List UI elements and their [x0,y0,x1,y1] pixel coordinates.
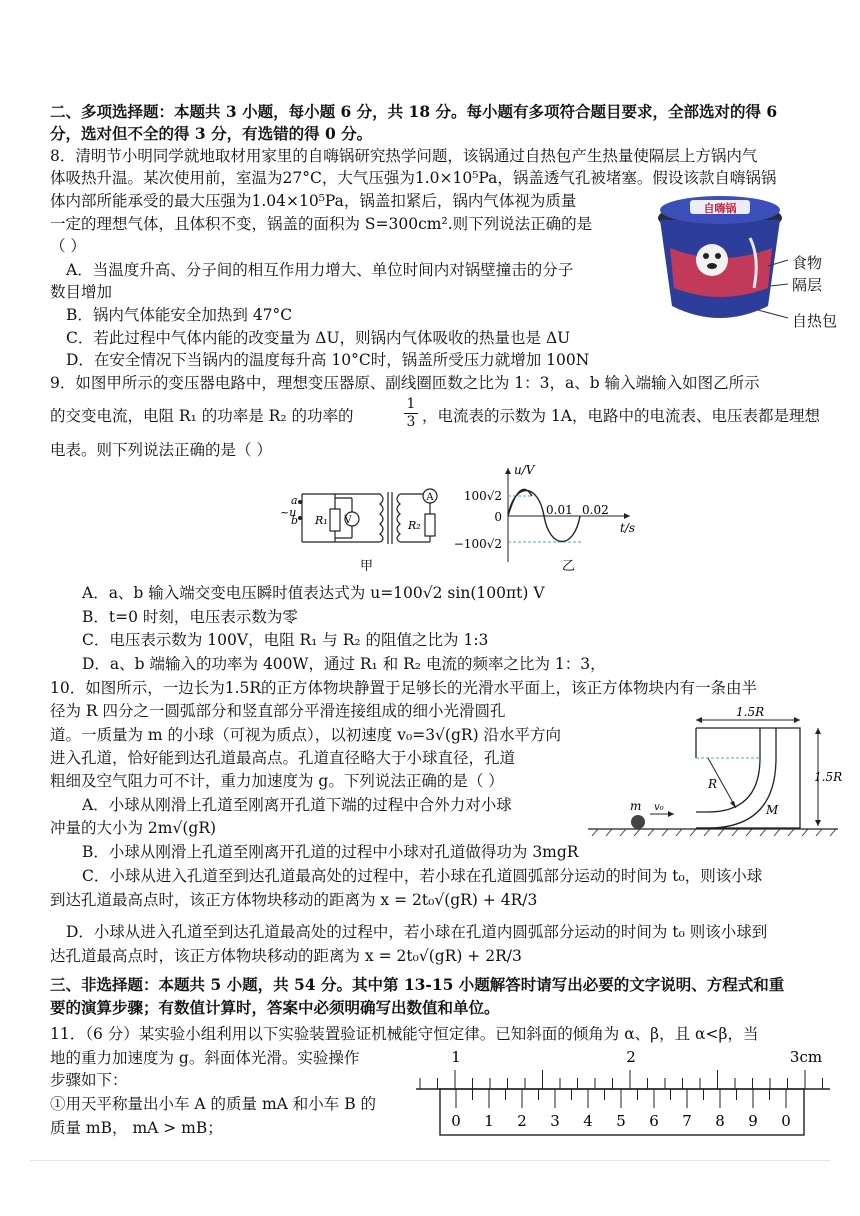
vernier-caliper-figure [408,1044,840,1140]
axis-t-label: t/s [620,521,636,535]
vernier-label: 9 [748,1112,758,1130]
main-scale-label-2: 2 [626,1048,636,1066]
q8-line-1: 8．清明节小明同学就地取材用家里的自嗨锅研究热学问题，该锅通过自热包产生热量使隔层上方锅内气 [50,147,758,165]
q9-option-d: D．a、b 端输入的功率为 400W，通过 R₁ 和 R₂ 电流的频率之比为 1：3， [82,655,606,673]
q9-option-b: B．t=0 时刻，电压表示数为零 [82,608,298,626]
y-tick-bottom: −100√2 [453,537,502,551]
input-u-label: ~u [280,506,297,519]
q10-line-3: 道。一质量为 m 的小球（可视为质点），以初速度 v₀=3√(gR) 沿水平方向 [50,726,562,744]
q8-line-4: 一定的理想气体，且体积不变，锅盖的面积为 S=300cm².则下列说法正确的是 [50,215,593,233]
q10-option-a: A．小球从刚滑上孔道至刚离开孔道下端的过程中合外力对小球 [82,796,512,814]
q10-option-d-cont: 达孔道最高点时，该正方体物块移动的距离为 x = 2t₀√(gR) + 2R/3 [50,947,522,965]
q10-line-4: 进入孔道，恰好能到达孔道最高点。孔道直径略大于小球直径，孔道 [50,749,516,767]
q9-line-3: 电表。则下列说法正确的是（ ） [50,441,272,459]
q10-option-c: C．小球从进入孔道至到达孔道最高处的过程中，若小球在孔道圆弧部分运动的时间为 t₀，则该小球 [82,867,763,885]
vernier-label: 7 [682,1112,692,1130]
top-dimension-label: 1.5R [736,705,765,719]
q10-block-figure [588,702,844,838]
q9-line-2a: 的交变电流，电阻 R₁ 的功率是 R₂ 的功率的 [50,407,354,425]
self-heating-pot-image [650,188,850,338]
q8-option-b: B．锅内气体能安全加热到 47°C [66,306,293,324]
vernier-scale-labels [451,1112,791,1130]
q10-line-5: 粗细及空气阻力可不计，重力加速度为 g。下列说法正确的是（ ） [50,772,504,790]
main-scale-label-1: 1 [451,1048,461,1066]
q8-option-a: A．当温度升高、分子间的相互作用力增大、单位时间内对锅壁撞击的分子 [66,261,574,279]
main-scale-label-3: 3cm [789,1048,823,1066]
q9-line-1: 9．如图甲所示的变压器电路中，理想变压器原、副线圈匝数之比为 1：3，a、b 输入端输入如图乙所示 [50,374,760,392]
waveform-graph [454,463,635,574]
q10-option-a-cont: 冲量的大小为 2m√(gR) [50,819,217,837]
q10-option-c-cont: 到达孔道最高点时，该正方体物块移动的距离为 x = 2t₀√(gR) + 4R/3 [50,891,538,909]
label-layer: 隔层 [792,276,823,294]
q11-line-1: 11．（6 分）某实验小组利用以下实验装置验证机械能守恒定律。已知斜面的倾角为 α、β，且 α<β，当 [50,1025,759,1043]
q10-line-1: 10．如图所示，一边长为1.5R的正方体物块静置于足够长的光滑水平面上，该正方体物块内有一条由半 [50,679,758,697]
axis-u-label: u/V [514,463,535,477]
q9-option-c: C．电压表示数为 100V，电阻 R₁ 与 R₂ 的阻值之比为 1:3 [82,631,489,649]
r2-label: R₂ [408,519,421,532]
vernier-label: 8 [715,1112,725,1130]
t-tick-1: 0.01 [546,503,573,517]
side-dimension-label: 1.5R [814,770,843,784]
label-food: 食物 [792,254,823,272]
main-scale-ticks [420,1070,823,1089]
vernier-label: 5 [616,1112,626,1130]
section-3-heading: 三、非选择题：本题共 5 小题，共 54 分。其中第 13-15 小题解答时请写出必要的文字说明、方程式和重 [50,975,785,994]
q9-fraction [404,396,418,431]
r1-label: R₁ [315,514,328,527]
q8-line-5: （ ） [50,237,86,255]
label-heating-pack: 自热包 [792,312,838,330]
t-tick-2: 0.02 [582,503,609,517]
q9-fraction-numerator: 1 [404,396,418,414]
velocity-label: v₀ [654,802,664,813]
q8-option-a-cont: 数目增加 [50,283,113,301]
vernier-label: 1 [484,1112,494,1130]
q11-line-5: 质量 mB， mA > mB； [50,1119,223,1137]
q9-figure [280,462,650,580]
terminal-a-label: a [291,494,298,507]
vernier-label: 6 [649,1112,659,1130]
voltmeter-label: V [344,515,352,526]
vernier-label: 4 [583,1112,593,1130]
y-tick-top: 100√2 [463,489,502,503]
section-2-heading-cont: 分，选对但不全的得 3 分，有选错的得 0 分。 [50,124,373,143]
pot-brand-label: 自嗨锅 [703,202,737,215]
q10-line-2: 径为 R 四分之一圆弧部分和竖直部分平滑连接组成的细小光滑圆孔 [50,702,506,720]
q8-line-3: 体内部所能承受的最大压强为1.04×10⁵Pa，锅盖扣紧后，锅内气体视为质量 [50,192,577,210]
vernier-scale-ticks [456,1089,786,1108]
q8-line-2: 体吸热升温。某次使用前，室温为27°C，大气压强为1.0×10⁵Pa，锅盖透气孔被堵塞。假设该款自嗨锅锅 [50,169,777,187]
q10-option-b: B．小球从刚滑上孔道至刚离开孔道的过程中小球对孔道做得功为 3mgR [82,843,579,861]
vernier-label: 0 [781,1112,791,1130]
ball-mass-label: m [630,799,642,813]
vernier-label: 0 [451,1112,461,1130]
vernier-label: 3 [550,1112,560,1130]
q9-option-a: A．a、b 输入端交变电压瞬时值表达式为 u=100√2 sin(100πt) V [82,584,545,602]
q8-option-d: D．在安全情况下当锅内的温度每升高 10°C时，锅盖所受压力就增加 100N [66,351,590,369]
ammeter-label: A [426,492,434,503]
section-2-heading: 二、多项选择题：本题共 3 小题，每小题 6 分，共 18 分。每小题有多项符合题目要求，全部选对的得 6 [50,102,778,121]
q11-line-2: 地的重力加速度为 g。斜面体光滑。实验操作 [50,1049,360,1067]
top-margin [0,0,860,60]
block-mass-label: M [766,803,779,817]
page-bottom-rule [30,1160,830,1161]
y-tick-zero: 0 [494,510,502,524]
q10-option-d: D．小球从进入孔道至到达孔道最高处的过程中，若小球在孔道内圆弧部分运动的时间为 t₀ 则该小球到 [66,923,768,941]
q9-line-2b: ，电流表的示数为 1A，电路中的电流表、电压表都是理想 [422,407,820,425]
caption-jia: 甲 [360,559,374,574]
q8-option-c: C．若此过程中气体内能的改变量为 ΔU，则锅内气体吸收的热量也是 ΔU [66,329,571,347]
q11-line-4: ①用天平称量出小车 A 的质量 mA 和小车 B 的 [50,1095,377,1113]
caption-yi: 乙 [562,559,576,574]
vernier-label: 2 [517,1112,527,1130]
q9-fraction-denominator: 3 [406,414,416,430]
section-3-heading-cont: 要的演算步骤；有数值计算时，答案中必须明确写出数值和单位。 [50,998,500,1017]
radius-label: R [708,777,718,791]
q11-line-3: 步骤如下： [50,1071,128,1089]
terminal-b-label: b [291,514,299,527]
